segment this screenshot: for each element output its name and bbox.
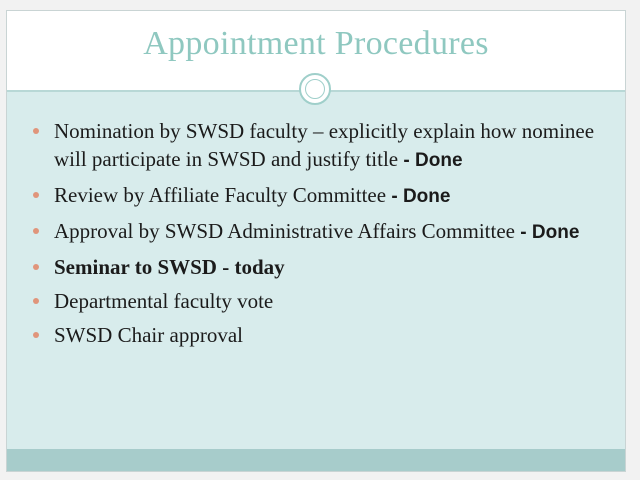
bullet-text: SWSD Chair approval [54,323,243,347]
bullet-chair-approval [29,321,599,349]
circle-ornament-icon [299,73,331,105]
bullet-status: - Done [515,222,580,243]
bullet-list [29,117,599,355]
bullet-dot-icon [33,228,39,234]
inner-circle-icon [305,79,325,99]
bullet-text: Nomination by SWSD faculty – explicitly explain how nominee will participate in SWSD and justify title [54,119,595,171]
footer-bar [7,449,625,471]
bullet-seminar [29,253,599,281]
bullet-dot-icon [33,192,39,198]
bullet-dot-icon [33,298,39,304]
bullet-text: Seminar to SWSD - today [54,255,285,279]
slide-title: Appointment Procedures [143,25,489,62]
bullet-text: Approval by SWSD Administrative Affairs Committee [54,219,515,243]
slide [6,10,626,472]
bullet-dot-icon [33,264,39,270]
bullet-status: - Done [386,186,451,207]
bullet-status: - Done [398,150,463,171]
bullet-dot-icon [33,332,39,338]
bullet-review [29,181,599,211]
bullet-nomination [29,117,599,175]
bullet-dot-icon [33,128,39,134]
bullet-text: Departmental faculty vote [54,289,274,313]
bullet-text: Review by Affiliate Faculty Committee [54,183,387,207]
bullet-vote [29,287,599,315]
bullet-approval [29,217,599,247]
